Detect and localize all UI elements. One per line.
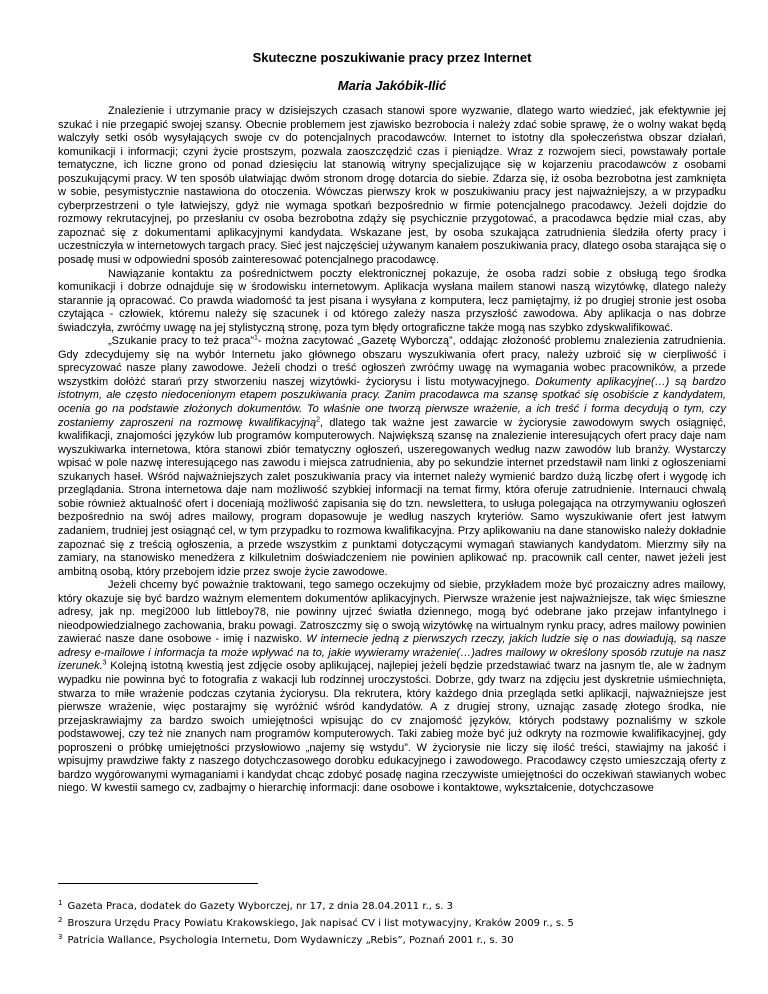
document-body (58, 105, 726, 796)
footnote-reference: 3 (102, 659, 107, 667)
body-paragraph (58, 335, 726, 579)
footnotes (58, 898, 726, 949)
text-run: Jeżeli chcemy być poważnie traktowani, tego samego oczekujmy od siebie, przykładem może być prozaiczny adres mailowy, który okazuje się być bardzo ważnym elementem dokumentów aplikacyjnych. Pierwsze wrażenie jest najważniejsze, tak więc śmieszne adresy, jak np. megi2000 lub littleboy78, nie powinny ujrzeć światła dziennego, mogą być odebrane jako przejaw infantylnego i nieodpowiedzialnego zachowania, braku powagi. Zatroszczmy się o swoją wizytówkę na wirtualnym rynku pracy, adres mailowy powinien zawierać nasze dane osobowe - imię i nazwisko. (58, 579, 726, 646)
italic-quote: W internecie jedną z pierwszych rzeczy, jakich ludzie się o nas dowiadują, są nasze adresy e-mailowe i informacja ta może wpływać na to, jakie wywieramy wrażenie(…)adres mailowy w określony sposób rzutuje na nasz izerunek. (58, 633, 727, 673)
body-paragraph (58, 268, 726, 336)
text-run: „Szukanie pracy to też praca” (108, 335, 254, 348)
text-run: Nawiązanie kontaktu za pośrednictwem poczty elektronicznej pokazuje, że osoba radzi sobie z obsługą tego środka komunikacji i dobrze odnajduje się w środowisku internetowym. Aplikacja wysłana mailem stanowi naszą wizytówkę, dlatego należy starannie ją opracować. Co prawda wiadomość ta jest pisana i wysyłana z komputera, lecz pamiętajmy, iż po drugiej stronie jest osoba czytająca - człowiek, któremu należy się szacunek i od którego zależy nasza przyszłość zawodowa. Aby aplikacja o nas dobrze świadczyła, zwróćmy uwagę na jej stylistyczną stronę, poza tym błędy ortograficzne także mogą nas szybko zdyskwalifikować. (58, 267, 726, 334)
document-title: Skuteczne poszukiwanie pracy przez Internet (252, 50, 532, 65)
document-page (58, 50, 726, 796)
footnote-separator (58, 883, 258, 884)
body-paragraph (58, 105, 726, 268)
footnote-number: 3 (58, 932, 63, 941)
text-run: , dlatego tak ważne jest zawarcie w życiorysie zawodowym swych osiągnięć, kwalifikacji, znajomości języków lub programów komputerowych. Największą szansę na znalezienie interesujących ofert pracy daje nam wyszukiwarka internetowa, która stanowi zbiór tematyczny ogłoszeń, uszeregowanych według nazw zawodów lub branży. Wystarczy wpisać w pole nazwę interesującego nas zawodu i miejsca zatrudnienia, aby po sekundzie internet przedstawił nam linki z ogłoszeniami szukanych haseł. Wśród najważniejszych zalet poszukiwania pracy via internet należy wymienić bardzo dużą liczbę ofert i wygodę ich przeglądania. Strona internetowa daje nam możliwość szybkiej informacji na temat firmy, która oferuje zatrudnienie. Internauci chwalą sobie również aktualność ofert i doceniają możliwość zapisania się do tzn. newslettera, to usługa polegająca na otrzymywaniu ogłoszeń bezpośrednio na swój adres mailowy, program dopasowuje je według naszych kryteriów. Samo wyszukiwanie ofert jest łatwym zadaniem, trudniej jest osiągnąć cel, w tym przypadku to rozmowa kwalifikacyjna. Przy aplikowaniu na dane stanowisko należy dokładnie zapoznać się z treścią ogłoszenia, a przede wszystkim z punktami dotyczącymi wymagań stawianych kandydatom. Mierzmy siły na zamiary, na stanowisko menedżera z kilkuletnim doświadczeniem nie powinien aplikować np. pracownik call center, nawet jeżeli jest ambitną osobą, który przebojem idzie przez swoje życie zawodowe. (58, 416, 726, 578)
footnote-reference: 2 (316, 415, 321, 423)
footnote (58, 898, 726, 915)
document-author: Maria Jakóbik-Ilić (337, 78, 447, 93)
footnote-text: Patricia Wallance, Psychologia Internetu, Dom Wydawniczy „Rebis”, Poznań 2001 r., s. 30 (67, 935, 514, 946)
footnote-text: Broszura Urzędu Pracy Powiatu Krakowskiego, Jak napisać CV i list motywacyjny, Kraków 2009 r., s. 5 (67, 918, 574, 929)
body-paragraph (58, 579, 726, 796)
footnote-reference: 1 (253, 334, 258, 342)
footnote-number: 1 (58, 898, 63, 907)
text-run: Kolejną istotną kwestią jest zdjęcie osoby aplikującej, najlepiej jeżeli będzie przedstawiać twarz na jasnym tle, ale w żadnym wypadku nie powinna być to fotografia z wakacji lub rodzinnej uroczystości. Dobrze, gdy twarz na zdjęciu jest dyskretnie uśmiechnięta, stwarza to miłe wrażenie podczas czytania życiorysu. Dla rekrutera, który każdego dnia przegląda setki aplikacji, najważniejsze jest pierwsze wrażenie, więc postarajmy się wyróżnić wśród kandydatów. A z drugiej strony, uznając zasadę złotego środka, nie przejaskrawiajmy za bardzo swoich umiejętności wpisując do cv znajomość języków, których podstawy poznaliśmy w szkole podstawowej, czy też nie znanych nam programów komputerowych. Taki zabieg może być już odkryty na rozmowie kwalifikacyjnej, gdy poproszeni o próbkę umiejętności przysłowiowo „najemy się wstydu”. W życiorysie nie liczy się ilość treści, stawiajmy na jakość i wpisujmy prawdziwe fakty z naszego dotychczasowego dorobku edukacyjnego i zawodowego. Pracodawcy często umieszczają oferty z bardzo wygórowanymi wymaganiami i kandydat chcąc zdobyć posadę nagina rzeczywiste umiejętności do oczekiwań stawianych wobec niego. W kwestii samego cv, zadbajmy o hierarchię informacji: dane osobowe i kontaktowe, wykształcenie, dotychczasowe (58, 660, 726, 795)
text-run: - można zacytować „Gazetę Wyborczą”, oddając złożoność problemu znalezienia zatrudnienia. Gdy zdecydujemy się na wybór Internetu jako głównego obszaru wyszukiwania ofert pracy, należy uzbroić się w cierpliwość i sprecyzować nasze plany zawodowe. Jeżeli chodzi o treść ogłoszeń zwróćmy uwagę na wymagania wobec pracowników, a przede wszystkim dołóżć starań przy stworzeniu naszej wizytówki- życiorysu i listu motywacyjnego. (58, 335, 726, 388)
footnote-text: Gazeta Praca, dodatek do Gazety Wyborczej, nr 17, z dnia 28.04.2011 r., s. 3 (67, 901, 454, 912)
footnote (58, 915, 726, 932)
footnote-number: 2 (58, 915, 63, 924)
text-run: Znalezienie i utrzymanie pracy w dzisiejszych czasach stanowi spore wyzwanie, dlatego warto wiedzieć, jak efektywnie jej szukać i nie przegapić swojej szansy. Obecnie problemem jest zjawisko bezrobocia i należy zdać sobie sprawę, że o wolny wakat będą walczyły setki osób wysyłających swoje cv do potencjalnych pracodawców. Internet to istotny dla społeczeństwa obszar działań, komunikacji i informacji; czyni życie prostszym, pozwala zaoszczędzić czas i pieniądze. Wraz z rozwojem sieci, powstawały portale tematyczne, ich liczne grono od ponad dziesięciu lat stanowią witryny specjalizujące się w kojarzeniu pracodawców z osobami poszukującymi pracy. W ten sposób ułatwiając dwóm stronom drogę dotarcia do siebie. Zdarza się, iż osoba bezrobotna jest zamknięta w sobie, pesymistycznie nastawiona do otoczenia. Wówczas pierwszy krok w poszukiwaniu pracy jest najważniejszy, a w przypadku cyberprzestrzeni o tyle łatwiejszy, gdyż nie wymaga spotkań bezpośrednio w firmie potencjalnego pracodawcy. Jeżeli dojdzie do rozmowy rekrutacyjnej, po przesłaniu cv osoba bezrobotna zdąży się psychicznie przygotować, a pracodawca będzie miał czas, aby zapoznać się z dokumentami aplikacyjnymi kandydata. Wskazane jest, by osoba szukająca zatrudnienia śledziła oferty pracy i uczestniczyła w internetowych targach pracy. Sieć jest najczęściej używanym kanałem poszukiwania pracy, dlatego osoba starająca się o posadę musi w odpowiedni sposób zainteresować potencjalnego pracodawcę. (58, 105, 726, 267)
footnote (58, 932, 726, 949)
italic-quote: Dokumenty aplikacyjne(…) są bardzo istotnym, ale często niedocenionym etapem poszukiwania pracy. Zanim pracodawca ma szansę spotkać się osobiście z kandydatem, ocenia go na podstawie złożonych dokumentów. To właśnie one tworzą pierwsze wrażenie, a ich treść i forma decydują o tym, czy zostaniemy zaproszeni na rozmowę kwalifikacyjną (58, 375, 727, 429)
